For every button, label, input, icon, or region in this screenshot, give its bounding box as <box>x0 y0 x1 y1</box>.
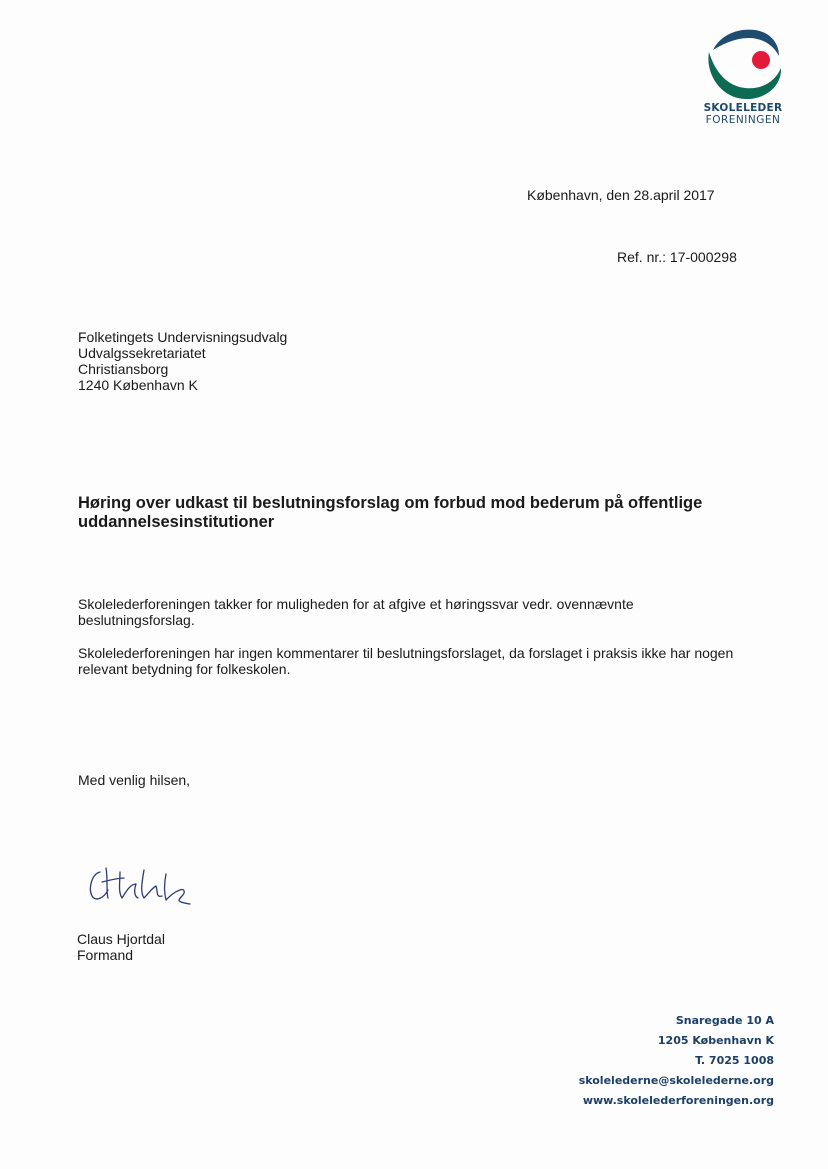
logo-wordmark <box>700 102 786 126</box>
logo-line-2: FORENINGEN <box>705 114 781 126</box>
organization-logo <box>700 24 786 126</box>
footer-street: Snaregade 10 A <box>675 1014 774 1027</box>
footer-website-link[interactable]: www.skolelederforeningen.org <box>582 1094 774 1107</box>
handwritten-signature <box>86 858 196 915</box>
closing-salutation: Med venlig hilsen, <box>78 772 191 788</box>
letter-date: København, den 28.april 2017 <box>527 187 715 203</box>
recipient-line-2: Udvalgssekretariatet <box>78 345 206 361</box>
logo-emblem-icon <box>703 24 783 102</box>
recipient-line-4: 1240 København K <box>78 377 198 393</box>
body-paragraph-2: Skolelederforeningen har ingen kommentarer til beslutningsforslaget, da forslaget i praksis ikke har nogen relevant betydning for folkeskolen. <box>78 645 734 677</box>
logo-line-1: SKOLELEDER <box>703 102 783 114</box>
signer-block <box>77 931 165 963</box>
footer-city: 1205 København K <box>657 1034 774 1047</box>
contact-footer <box>579 1011 774 1111</box>
signer-title: Formand <box>77 947 134 963</box>
reference-number: Ref. nr.: 17-000298 <box>617 249 737 265</box>
recipient-line-3: Christiansborg <box>78 361 169 377</box>
signer-name: Claus Hjortdal <box>77 931 165 947</box>
footer-phone: T. 7025 1008 <box>695 1054 774 1067</box>
footer-email-link[interactable]: skolelederne@skolelederne.org <box>578 1074 774 1087</box>
recipient-line-1: Folketingets Undervisningsudvalg <box>78 329 288 345</box>
letter-subject: Høring over udkast til beslutningsforslag om forbud mod bederum på offentlige uddannelsesinstitutioner <box>78 494 703 531</box>
body-paragraph-1: Skolelederforeningen takker for muligheden for at afgive et høringssvar vedr. ovennævnte beslutningsforslag. <box>78 596 634 628</box>
recipient-address <box>78 329 287 393</box>
